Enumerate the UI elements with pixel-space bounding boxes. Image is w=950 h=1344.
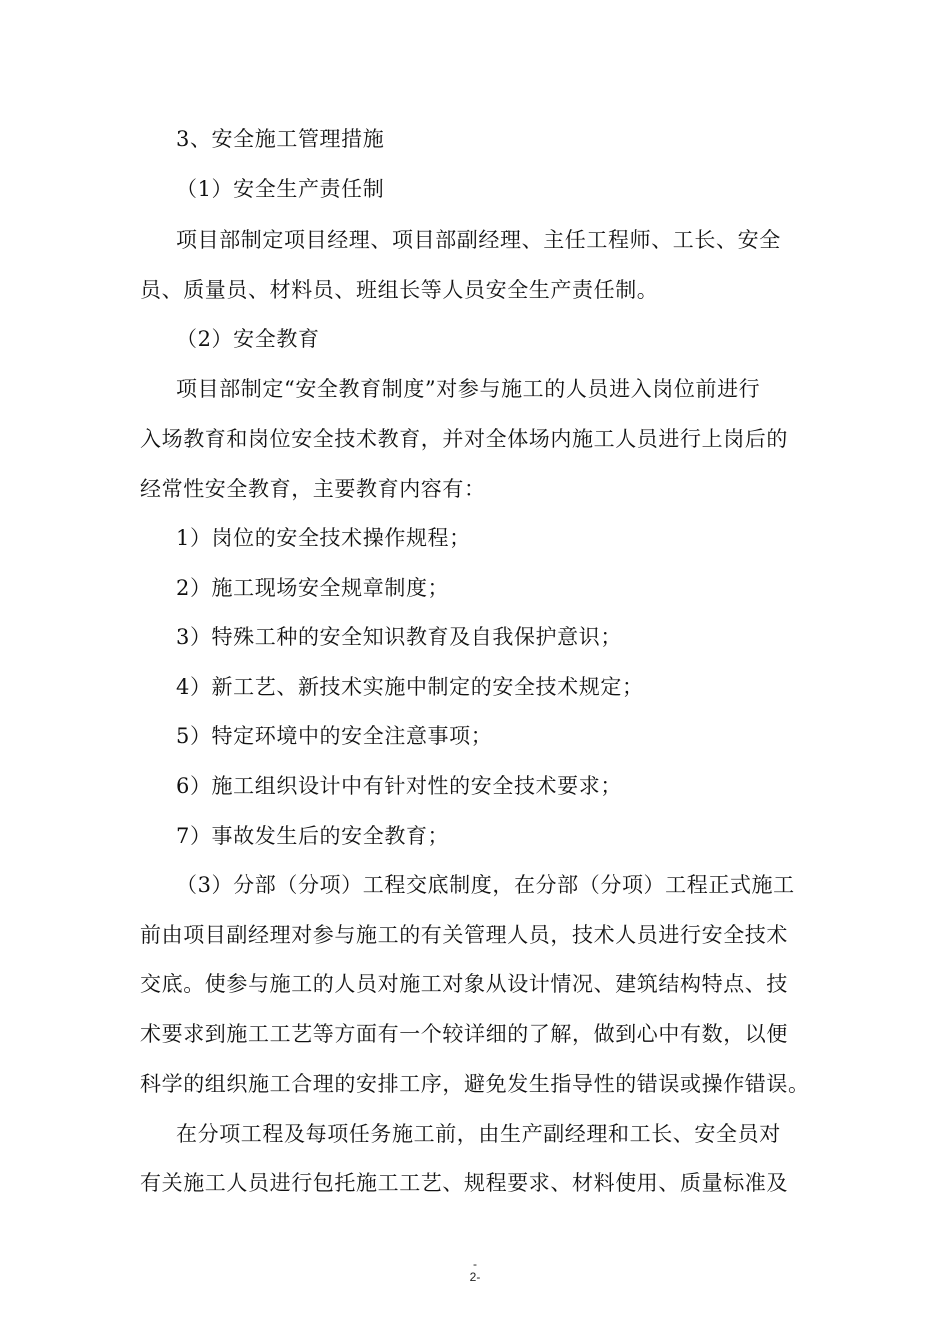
paragraph-line: 项目部制定“安全教育制度”对参与施工的人员进入岗位前进行 bbox=[176, 377, 761, 401]
paragraph-line: 交底。使参与施工的人员对施工对象从设计情况、建筑结构特点、技 bbox=[140, 972, 788, 996]
list-item: 3）特殊工种的安全知识教育及自我保护意识； bbox=[176, 625, 622, 649]
page-number: 2- bbox=[469, 1270, 481, 1284]
paragraph-line: 科学的组织施工合理的安排工序，避免发生指导性的错误或操作错误。 bbox=[140, 1072, 810, 1096]
page-number-dash: - bbox=[473, 1257, 477, 1271]
paragraph-line: 有关施工人员进行包托施工工艺、规程要求、材料使用、质量标准及 bbox=[140, 1171, 788, 1195]
paragraph-line: 员、质量员、材料员、班组长等人员安全生产责任制。 bbox=[140, 278, 659, 302]
paragraph-line: 项目部制定项目经理、项目部副经理、主任工程师、工长、安全 bbox=[176, 228, 781, 252]
section-heading: 3、安全施工管理措施 bbox=[176, 127, 385, 151]
list-item: 5）特定环境中的安全注意事项； bbox=[176, 724, 493, 748]
paragraph-line: 前由项目副经理对参与施工的有关管理人员，技术人员进行安全技术 bbox=[140, 923, 788, 947]
paragraph-line: 经常性安全教育，主要教育内容有： bbox=[140, 477, 486, 501]
paragraph-line: 在分项工程及每项任务施工前，由生产副经理和工长、安全员对 bbox=[176, 1122, 781, 1146]
paragraph-line: 术要求到施工工艺等方面有一个较详细的了解，做到心中有数，以便 bbox=[140, 1022, 788, 1046]
list-item: 1）岗位的安全技术操作规程； bbox=[176, 526, 471, 550]
list-item: 4）新工艺、新技术实施中制定的安全技术规定； bbox=[176, 675, 644, 699]
list-item: 7）事故发生后的安全教育； bbox=[176, 824, 450, 848]
list-item: 2）施工现场安全规章制度； bbox=[176, 576, 450, 600]
list-item: 6）施工组织设计中有针对性的安全技术要求； bbox=[176, 774, 622, 798]
subsection-1-heading: （1）安全生产责任制 bbox=[176, 177, 385, 201]
paragraph-line: （3）分部（分项）工程交底制度，在分部（分项）工程正式施工 bbox=[176, 873, 795, 897]
paragraph-line: 入场教育和岗位安全技术教育，并对全体场内施工人员进行上岗后的 bbox=[140, 427, 788, 451]
subsection-2-heading: （2）安全教育 bbox=[176, 327, 320, 351]
